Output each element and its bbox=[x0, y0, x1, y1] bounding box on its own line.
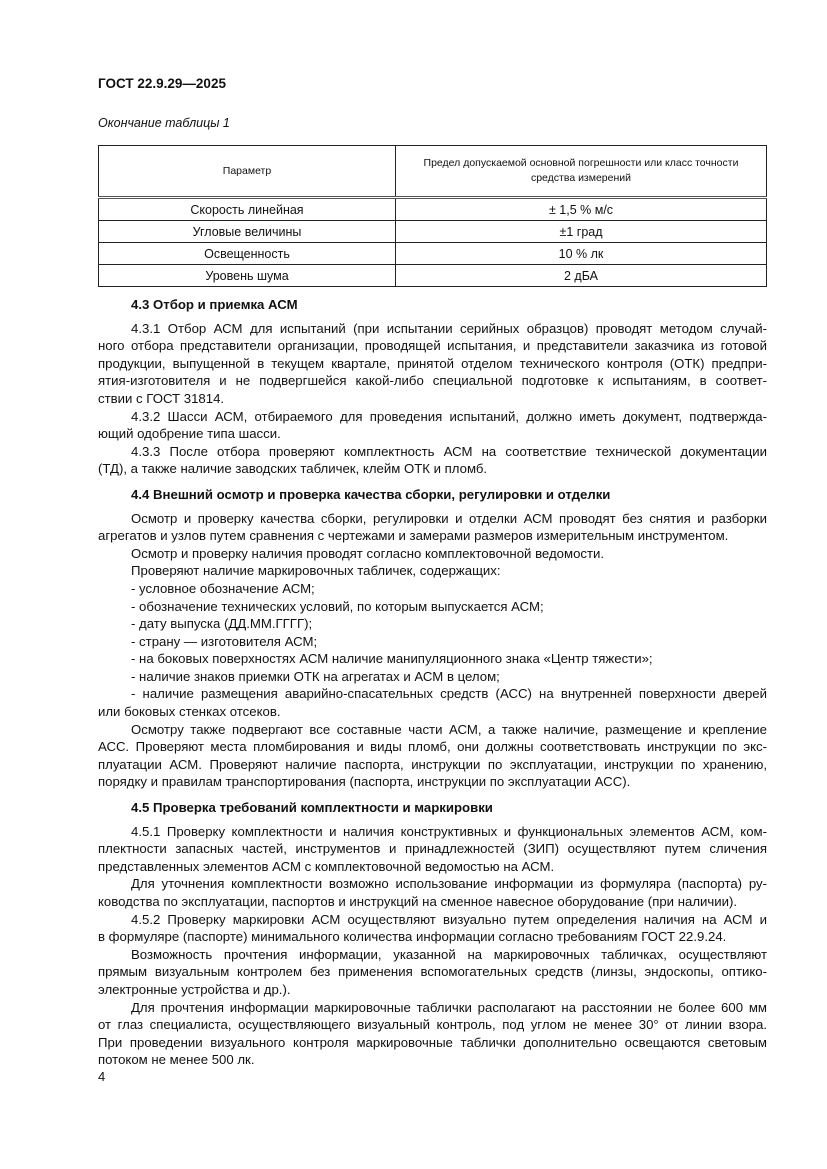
text-line: плуатации АСМ. Проверяют наличие паспорта, инструкции по эксплуатации, инструкции по хранению, bbox=[98, 756, 767, 772]
paragraph bbox=[98, 911, 767, 946]
text-line: плектности запасных частей, инструментов и принадлежностей (ЗИП) осуществляют путем сличения bbox=[98, 841, 767, 857]
paragraph bbox=[98, 615, 767, 633]
text-line: - страну — изготовителя АСМ; bbox=[131, 633, 318, 649]
text-line: АСС. Проверяют места пломбирования и виды пломб, они должны соответствовать инструкции по экс- bbox=[98, 739, 767, 755]
text-line: 4.5.2 Проверку маркировки АСМ осуществляют визуально путем определения наличия на АСМ и bbox=[131, 911, 767, 927]
paragraph bbox=[98, 633, 767, 651]
table-cell: ±1 град bbox=[396, 221, 767, 243]
paragraph bbox=[98, 598, 767, 616]
paragraph bbox=[98, 510, 767, 545]
table-cell: Освещенность bbox=[99, 243, 396, 265]
paragraph bbox=[98, 580, 767, 598]
text-line: агрегатов и узлов путем сравнения с чертежами и замерами размеров измерительным инструментом. bbox=[98, 528, 729, 544]
paragraph bbox=[98, 443, 767, 478]
table-header-cell: Предел допускаемой основной погрешности или класс точности средства измерений bbox=[396, 146, 767, 198]
text-line: 4.5.1 Проверку комплектности и наличия конструктивных и функциональных элементов АСМ, ком- bbox=[131, 823, 767, 839]
table-row bbox=[99, 243, 767, 265]
section bbox=[98, 486, 767, 791]
table-cell: ± 1,5 % м/с bbox=[396, 198, 767, 221]
paragraph bbox=[98, 946, 767, 999]
table-row bbox=[99, 265, 767, 287]
paragraph bbox=[98, 823, 767, 876]
text-line: потоком не менее 500 лк. bbox=[98, 1052, 255, 1068]
text-line: Осмотр и проверку наличия проводят согласно комплектовочной ведомости. bbox=[131, 545, 605, 561]
text-line: 4.3.2 Шасси АСМ, отбираемого для проведения испытаний, должно иметь документ, подтвержда- bbox=[131, 408, 767, 424]
text-line: - дату выпуска (ДД.ММ.ГГГГ); bbox=[131, 616, 313, 632]
paragraph bbox=[98, 721, 767, 791]
text-line: 4.3.3 После отбора проверяют комплектность АСМ на соответствие технической документации bbox=[131, 443, 767, 459]
table-cell: Скорость линейная bbox=[99, 198, 396, 221]
text-line: - условное обозначение АСМ; bbox=[131, 580, 315, 596]
text-line: или боковых стенках отсеков. bbox=[98, 704, 281, 720]
text-line: Возможность прочтения информации, указанной на маркировочных табличках, осуществляют bbox=[131, 946, 767, 962]
text-line: Проверяют наличие маркировочных табличек, содержащих: bbox=[131, 563, 501, 579]
document-body bbox=[98, 296, 767, 1077]
text-line: в формуляре (паспорте) минимального количества информации согласно требованиям ГОСТ 22.9.24. bbox=[98, 929, 727, 945]
table-row bbox=[99, 221, 767, 243]
text-line: При проведении визуального контроля маркировочные таблички дополнительно освещаются световым bbox=[98, 1034, 767, 1050]
parameters-table bbox=[98, 145, 767, 287]
text-line: представленных элементов АСМ с комплектовочной ведомостью на АСМ. bbox=[98, 858, 555, 874]
table-cell: Угловые величины bbox=[99, 221, 396, 243]
paragraph bbox=[98, 408, 767, 443]
text-line: от глаз специалиста, осуществляющего визуальный контроль, под углом не менее 30° от линии взора. bbox=[98, 1017, 767, 1033]
section-heading: 4.4 Внешний осмотр и проверка качества сборки, регулировки и отделки bbox=[131, 486, 611, 502]
paragraph bbox=[98, 999, 767, 1069]
text-line: Осмотру также подвергают все составные части АСМ, а также наличие, размещение и крепление bbox=[131, 721, 767, 737]
paragraph bbox=[98, 545, 767, 563]
text-line: 4.3.1 Отбор АСМ для испытаний (при испытании серийных образцов) проводят методом случай- bbox=[131, 320, 767, 336]
text-line: - на боковых поверхностях АСМ наличие манипуляционного знака «Центр тяжести»; bbox=[131, 651, 653, 667]
text-line: электронные устройства и др.). bbox=[98, 981, 291, 997]
table-row bbox=[99, 198, 767, 221]
text-line: ководства по эксплуатации, паспортов и инструкций на сменное навесное оборудование (при наличии). bbox=[98, 894, 738, 909]
section bbox=[98, 296, 767, 478]
text-line: Для уточнения комплектности возможно использование информации из формуляра (паспорта) ру- bbox=[131, 876, 767, 892]
section-heading: 4.5 Проверка требований комплектности и маркировки bbox=[131, 800, 493, 816]
table-cell: 2 дБА bbox=[396, 265, 767, 287]
section bbox=[98, 799, 767, 1069]
paragraph bbox=[98, 320, 767, 408]
text-line: ющий одобрение типа шасси. bbox=[98, 426, 281, 442]
text-line: Для прочтения информации маркировочные таблички располагают на расстоянии не более 600 мм bbox=[131, 999, 767, 1015]
text-line: (ТД), а также наличие заводских табличек, клейм ОТК и пломб. bbox=[98, 461, 488, 477]
page-number: 4 bbox=[98, 1069, 106, 1084]
paragraph bbox=[98, 562, 767, 580]
section-heading: 4.3 Отбор и приемка АСМ bbox=[131, 297, 298, 312]
text-line: ного отбора представители организации, проводящей испытания, и представители заказчика из готовой bbox=[98, 338, 767, 354]
table-cell: Уровень шума bbox=[99, 265, 396, 287]
paragraph bbox=[98, 875, 767, 910]
text-line: ятия-изготовителя и не подвергшейся какой-либо специальной подготовке к испытаниям, в соответ- bbox=[98, 373, 767, 389]
text-line: прямым визуальным контролем без применения вспомогательных средств (линзы, эндоскопы, оптико- bbox=[98, 964, 767, 980]
paragraph bbox=[98, 650, 767, 668]
document-header: ГОСТ 22.9.29—2025 bbox=[98, 76, 226, 91]
text-line: порядку и правилам транспортирования (паспорта, инструкции по эксплуатации АСС). bbox=[98, 774, 631, 790]
text-line: Осмотр и проверку качества сборки, регулировки и отделки АСМ проводят без снятия и разборки bbox=[131, 510, 767, 526]
table-caption: Окончание таблицы 1 bbox=[98, 116, 230, 130]
paragraph bbox=[98, 685, 767, 720]
text-line: ствии с ГОСТ 31814. bbox=[98, 390, 225, 406]
text-line: продукции, выпущенной в текущем квартале, принятой отделом технического контроля (ОТК) предпри- bbox=[98, 355, 767, 371]
text-line: - наличие размещения аварийно-спасательных средств (АСС) на внутренней поверхности дверей bbox=[131, 686, 767, 702]
text-line: - обозначение технических условий, по которым выпускается АСМ; bbox=[131, 598, 544, 614]
table-cell: 10 % лк bbox=[396, 243, 767, 265]
paragraph bbox=[98, 668, 767, 686]
table-header-cell: Параметр bbox=[99, 146, 396, 198]
text-line: - наличие знаков приемки ОТК на агрегатах и АСМ в целом; bbox=[131, 668, 500, 684]
